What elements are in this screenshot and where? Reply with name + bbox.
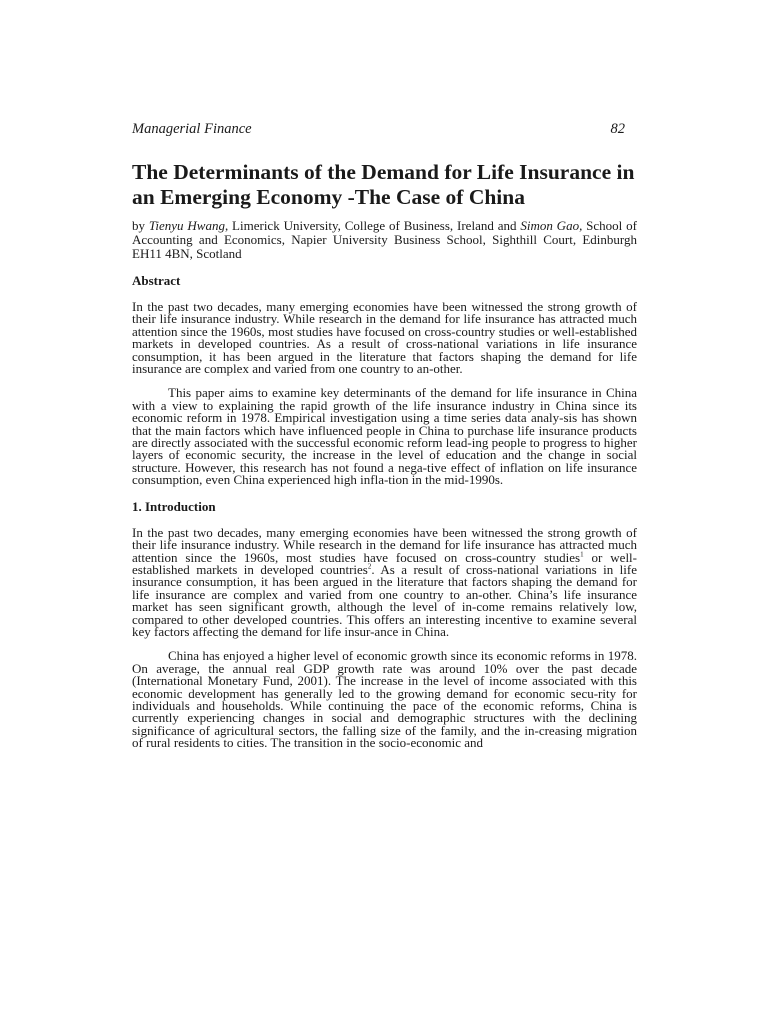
author-name-2: Simon Gao, xyxy=(520,218,583,233)
byline-by: by xyxy=(132,218,149,233)
journal-page xyxy=(132,120,637,750)
running-head xyxy=(132,120,637,138)
intro-text-segment: . As a result of cross-national variations in life insurance consumption, it has been argued in the literature that factors shaping the demand for life insurance are complex and varied from one country to an-other. China’s life insurance market has seen significant growth, although the level of in-come remains relatively low, compared to other developed countries. This offers an interesting incentive to examine several key factors affecting the demand for life insur-ance in China. xyxy=(132,561,637,639)
intro-text-segment: or well-established markets in developed countries xyxy=(132,549,637,577)
author-affiliation-1: , Limerick University, College of Business, Ireland and xyxy=(224,218,521,233)
journal-name: Managerial Finance xyxy=(132,121,252,137)
footnote-marker[interactable]: 2 xyxy=(367,562,372,571)
abstract-heading: Abstract xyxy=(132,273,181,288)
introduction-heading: 1. Introduction xyxy=(132,498,216,514)
introduction-paragraph-2: China has enjoyed a higher level of economic growth since its economic reforms in 1978. On average, the annual real GDP growth rate was around 10% over the past decade (International Monetary Fund, 2001). The increase in the level of income associated with this economic development has generally led to the growing demand for economic secu-rity for individuals and households. While continuing the pace of the economic reforms, China is currently experiencing changes in social and demographic structures with the declining significance of agricultural sectors, the falling size of the family, and the in-creasing migration of rural residents to cities. The transition in the socio-economic and xyxy=(132,648,637,751)
abstract-paragraph-2: This paper aims to examine key determinants of the demand for life insurance in China with a view to explaining the rapid growth of the life insurance industry in China since its economic reform in 1978. Empirical investigation using a time series data analy-sis has shown that the main factors which have influenced people in China to purchase life insurance products are directly associated with the successful economic reform lead-ing people to progress to higher layers of economic security, the increase in the level of education and the change in social structure. However, this research has not found a nega-tive effect of inflation on life insurance consumption, even China experienced high infla-tion in the mid-1990s. xyxy=(132,385,637,488)
author-affiliation-2: School of Accounting and Economics, Napier University Business School, Sighthill Court, Edinburgh EH11 4BN, Scotland xyxy=(132,218,637,261)
footnote-marker[interactable]: 1 xyxy=(580,550,584,559)
page-number: 82 xyxy=(610,121,625,137)
intro-text-segment: In the past two decades, many emerging economies have been witnessed the strong growth of their life insurance industry. While research in the demand for life insurance has attracted much attention since the 1960s, most studies have focused on cross-country studies xyxy=(132,524,637,565)
author-name-1: Tienyu Hwang xyxy=(148,218,225,233)
abstract-paragraph-1: In the past two decades, many emerging economies have been witnessed the strong growth of their life insurance industry. While research in the demand for life insurance has attracted much attention since the 1960s, most studies have focused on cross-country studies or well-established markets in developed countries. As a result of cross-national variations in life insurance consumption, it has been argued in the literature that factors shaping the demand for life insurance are complex and varied from one country to an-other. xyxy=(132,299,637,377)
article-title: The Determinants of the Demand for Life Insurance in an Emerging Economy -The Case of China xyxy=(132,160,635,209)
introduction-paragraph-1 xyxy=(132,524,637,639)
author-byline xyxy=(132,219,637,261)
